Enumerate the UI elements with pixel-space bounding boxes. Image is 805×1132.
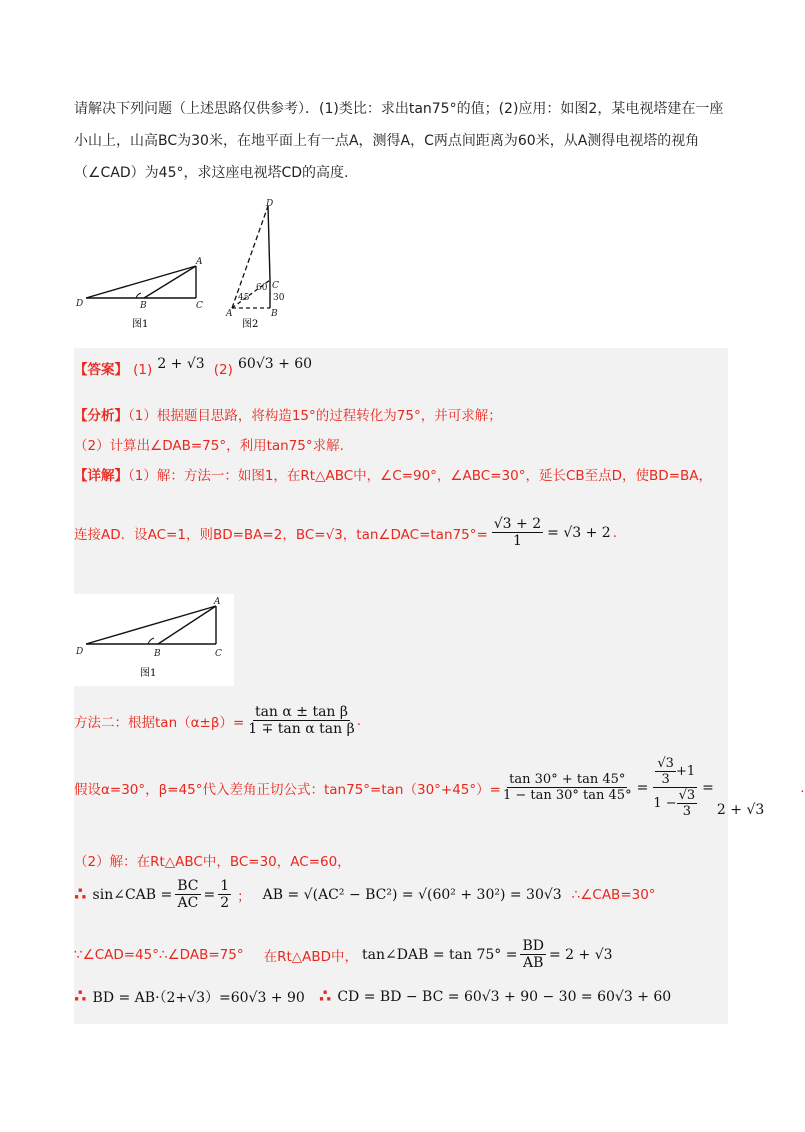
detail-line-1 bbox=[74, 464, 712, 484]
assume-text: 假设α=30°，β=45°代入差角正切公式：tan75°=tan（30°+45°）= bbox=[74, 781, 501, 798]
therefore-1: ∴ bbox=[74, 884, 87, 905]
sin-lhs: sin∠CAB = bbox=[92, 886, 173, 903]
fig1-point-A: A bbox=[196, 257, 203, 267]
fig1r-point-A: A bbox=[214, 597, 221, 607]
sin-result-numerator: 1 bbox=[220, 878, 230, 894]
bd-cd-line bbox=[74, 986, 671, 1007]
figure-1-repeat-box bbox=[74, 594, 234, 686]
fig1r-point-B: B bbox=[154, 649, 161, 659]
tan-dab-numerator: BD bbox=[522, 938, 544, 954]
method2-fraction bbox=[246, 704, 356, 737]
fig2-point-B: B bbox=[271, 309, 278, 319]
analysis-line-2: （2）计算出∠DAB=75°，利用tan75°求解. bbox=[74, 438, 344, 454]
nested-den-top: √3 bbox=[678, 788, 696, 803]
tan-dab-lhs: tan∠DAB = tan 75° = bbox=[362, 946, 518, 963]
nested-numerator bbox=[653, 756, 697, 788]
detail-line-2: 连接AD．设AC=1，则BD=BA=2，BC=√3，tan∠DAC=tan75°= $\frac{√3 + 2}{1}$ = √3 + 2 . bbox=[74, 516, 617, 549]
sin-separator: ； bbox=[237, 888, 251, 905]
fig2-point-C: C bbox=[272, 281, 279, 291]
therefore-2: ∴ bbox=[74, 986, 87, 1007]
detail-tag: 【详解】 bbox=[74, 468, 128, 484]
fig2-angle-45: 45 bbox=[238, 293, 250, 303]
question-line-3: （∠CAD）为45°，求这座电视塔CD的高度. bbox=[74, 165, 349, 181]
answer-line bbox=[74, 358, 312, 378]
sin-numerator: BC bbox=[177, 878, 199, 894]
tan-dab-result: = 2 + √3 bbox=[548, 946, 613, 963]
bd-calculation: BD = AB·（2+√3）=60√3 + 90 bbox=[92, 989, 305, 1006]
nested-plus-one: +1 bbox=[675, 764, 696, 779]
nested-denominator bbox=[651, 788, 699, 819]
assume-end: . bbox=[800, 779, 805, 796]
sin-fraction bbox=[175, 878, 200, 911]
ab-calculation: AB = √(AC² − BC²) = √(60² + 30²) = 30√3 bbox=[262, 886, 562, 903]
figure-2 bbox=[225, 199, 285, 330]
answer-part1-label: (1) bbox=[133, 362, 153, 378]
tan-dab-line bbox=[74, 938, 613, 971]
assume-fraction bbox=[501, 772, 634, 803]
part2-line: （2）解：在Rt△ABC中，BC=30，AC=60， bbox=[74, 854, 351, 870]
answer-part2-value: 60√3 + 60 bbox=[238, 356, 313, 372]
question-line-1: 请解决下列问题（上述思路仅供参考）．(1)类比：求出tan75°的值；(2)应用：如图2，某电视塔建在一座 bbox=[74, 101, 724, 117]
detail-text-2: 连接AD．设AC=1，则BD=BA=2，BC=√3，tan∠DAC=tan75°= bbox=[74, 526, 488, 543]
nested-num-inner bbox=[655, 756, 676, 787]
rt-abd-text: 在Rt△ABD中， bbox=[263, 948, 359, 965]
therefore-3: ∴ bbox=[318, 986, 332, 1007]
nested-den-lead: 1 − bbox=[653, 796, 677, 811]
assume-result: 2 + √3 bbox=[716, 801, 765, 818]
fig1r-point-C: C bbox=[215, 649, 222, 659]
method2-text: 方法二：根据tan（α±β）= bbox=[74, 714, 245, 731]
tan-dab-denominator: AB bbox=[523, 955, 544, 971]
fig1-label: 图1 bbox=[132, 319, 149, 330]
tan75-numerator: √3 + 2 bbox=[493, 516, 542, 532]
nested-num-top: √3 bbox=[657, 756, 674, 771]
sin-result-fraction bbox=[218, 878, 231, 911]
analysis-text-1: （1）根据题目思路，将构造15°的过程转化为75°，并可求解； bbox=[128, 408, 502, 424]
analysis-tag: 【分析】 bbox=[74, 408, 128, 424]
nested-den-inner bbox=[677, 788, 698, 819]
tan75-result: = √3 + 2 bbox=[547, 524, 611, 541]
method2-end: . bbox=[356, 712, 361, 729]
cad-line: ∵∠CAD=45°∴∠DAB=75° bbox=[74, 946, 244, 963]
tan75-denominator: 1 bbox=[512, 533, 522, 549]
fig2-point-A: A bbox=[226, 309, 233, 319]
nested-fraction bbox=[651, 756, 699, 819]
figure-1 bbox=[75, 257, 203, 330]
figure-1-repeat bbox=[74, 594, 234, 686]
answer-part2-label: (2) bbox=[213, 362, 233, 378]
question-line-2: 小山上，山高BC为30米，在地平面上有一点A，测得A，C两点间距离为60米，从A测得电视塔的视角 bbox=[74, 133, 700, 149]
cab-conclusion: ∴∠CAB=30° bbox=[571, 886, 656, 903]
fig2-length-30: 30 bbox=[273, 293, 285, 303]
figures-top bbox=[74, 196, 304, 338]
fig2-point-D: D bbox=[266, 199, 274, 209]
sin-denominator: AC bbox=[177, 895, 199, 911]
detail-text-1: （1）解：方法一：如图1，在Rt△ABC中，∠C=90°，∠ABC=30°，延长CB至点D，使BD=BA， bbox=[128, 468, 713, 484]
nested-den-bottom: 3 bbox=[682, 804, 692, 819]
method2-line bbox=[74, 704, 361, 737]
tan-dab-fraction bbox=[520, 938, 546, 971]
assume-line bbox=[74, 756, 805, 819]
fig1-point-B: B bbox=[140, 301, 147, 311]
method2-denominator: 1 ∓ tan α tan β bbox=[248, 721, 355, 737]
fig1r-label: 图1 bbox=[140, 668, 157, 679]
answer-part1-value: 2 + √3 bbox=[157, 356, 205, 372]
answer-tag: 【答案】 bbox=[74, 362, 128, 378]
tan75-fraction bbox=[492, 516, 543, 549]
fig2-angle-60: 60 bbox=[256, 283, 268, 293]
method2-numerator: tan α ± tan β bbox=[254, 704, 348, 720]
fig2-label: 图2 bbox=[242, 319, 259, 330]
cd-calculation: CD = BD − BC = 60√3 + 90 − 30 = 60√3 + 60 bbox=[337, 988, 672, 1005]
assume-denominator: 1 − tan 30° tan 45° bbox=[502, 788, 632, 803]
sin-line bbox=[74, 878, 656, 911]
assume-equals: = bbox=[636, 779, 649, 796]
fig1-point-D: D bbox=[76, 299, 84, 309]
fig1r-point-D: D bbox=[76, 647, 84, 657]
fig1-point-C: C bbox=[196, 301, 203, 311]
assume-numerator: tan 30° + tan 45° bbox=[509, 772, 626, 787]
sin-equals: = bbox=[203, 886, 216, 903]
nested-equals: = bbox=[702, 779, 714, 796]
sin-result-denominator: 2 bbox=[220, 895, 230, 911]
nested-num-bottom: 3 bbox=[661, 772, 670, 787]
analysis-line-1 bbox=[74, 404, 502, 424]
